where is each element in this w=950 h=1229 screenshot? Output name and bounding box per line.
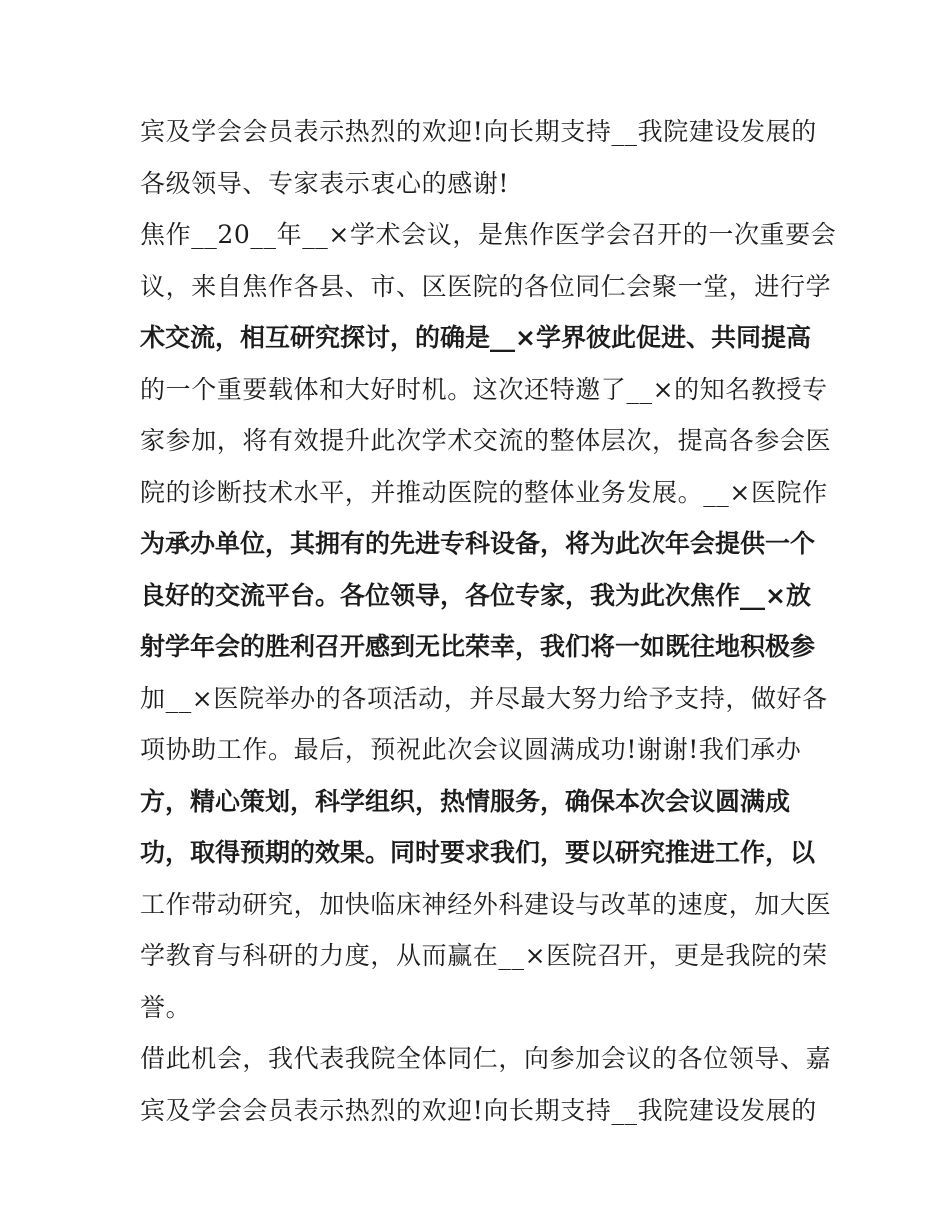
text-line: 方，精心策划，科学组织，热情服务，确保本次会议圆满成 [140, 786, 791, 816]
text-line: 议，来自焦作各县、市、区医院的各位同仁会聚一堂，进行学 [140, 271, 832, 301]
text-line: 项协助工作。最后，预祝此次会议圆满成功!谢谢!我们承办 [140, 735, 802, 764]
text-line: 射学年会的胜利召开感到无比荣幸，我们将一如既往地积极参 [140, 632, 816, 661]
text-line: 加__×医院举办的各项活动，并尽最大努力给予支持，做好各 [140, 683, 828, 713]
text-line: 良好的交流平台。各位领导，各位专家，我为此次焦作__×放 [140, 580, 811, 610]
text-line: 的一个重要载体和大好时机。这次还特邀了__×的知名教授专 [140, 374, 828, 404]
document-body [140, 106, 840, 1136]
text-line: 工作带动研究，加快临床神经外科建设与改革的速度，加大医 [140, 889, 832, 919]
text-line: 家参加，将有效提升此次学术交流的整体层次，提高各参会医 [140, 426, 832, 455]
text-line: 宾及学会会员表示热烈的欢迎!向长期支持__我院建设发展的 [140, 117, 817, 146]
text-line: 院的诊断技术水平，并推动医院的整体业务发展。__×医院作 [140, 477, 828, 507]
text-line: 誉。 [140, 992, 192, 1022]
text-line: 术交流，相互研究探讨，的确是__×学界彼此促进、共同提高 [140, 323, 811, 352]
text-line: 各级领导、专家表示衷心的感谢! [140, 168, 510, 198]
text-line: 焦作__20__年__×学术会议，是焦作医学会召开的一次重要会 [140, 220, 837, 249]
text-line: 学教育与科研的力度，从而赢在__×医院召开，更是我院的荣 [140, 941, 828, 970]
text-line: 宾及学会会员表示热烈的欢迎!向长期支持__我院建设发展的 [140, 1095, 817, 1125]
text-line: 为承办单位，其拥有的先进专科设备，将为此次年会提供一个 [140, 529, 816, 558]
text-line: 功，取得预期的效果。同时要求我们，要以研究推进工作，以 [140, 838, 816, 867]
text-line: 借此机会，我代表我院全体同仁，向参加会议的各位领导、嘉 [140, 1044, 832, 1073]
